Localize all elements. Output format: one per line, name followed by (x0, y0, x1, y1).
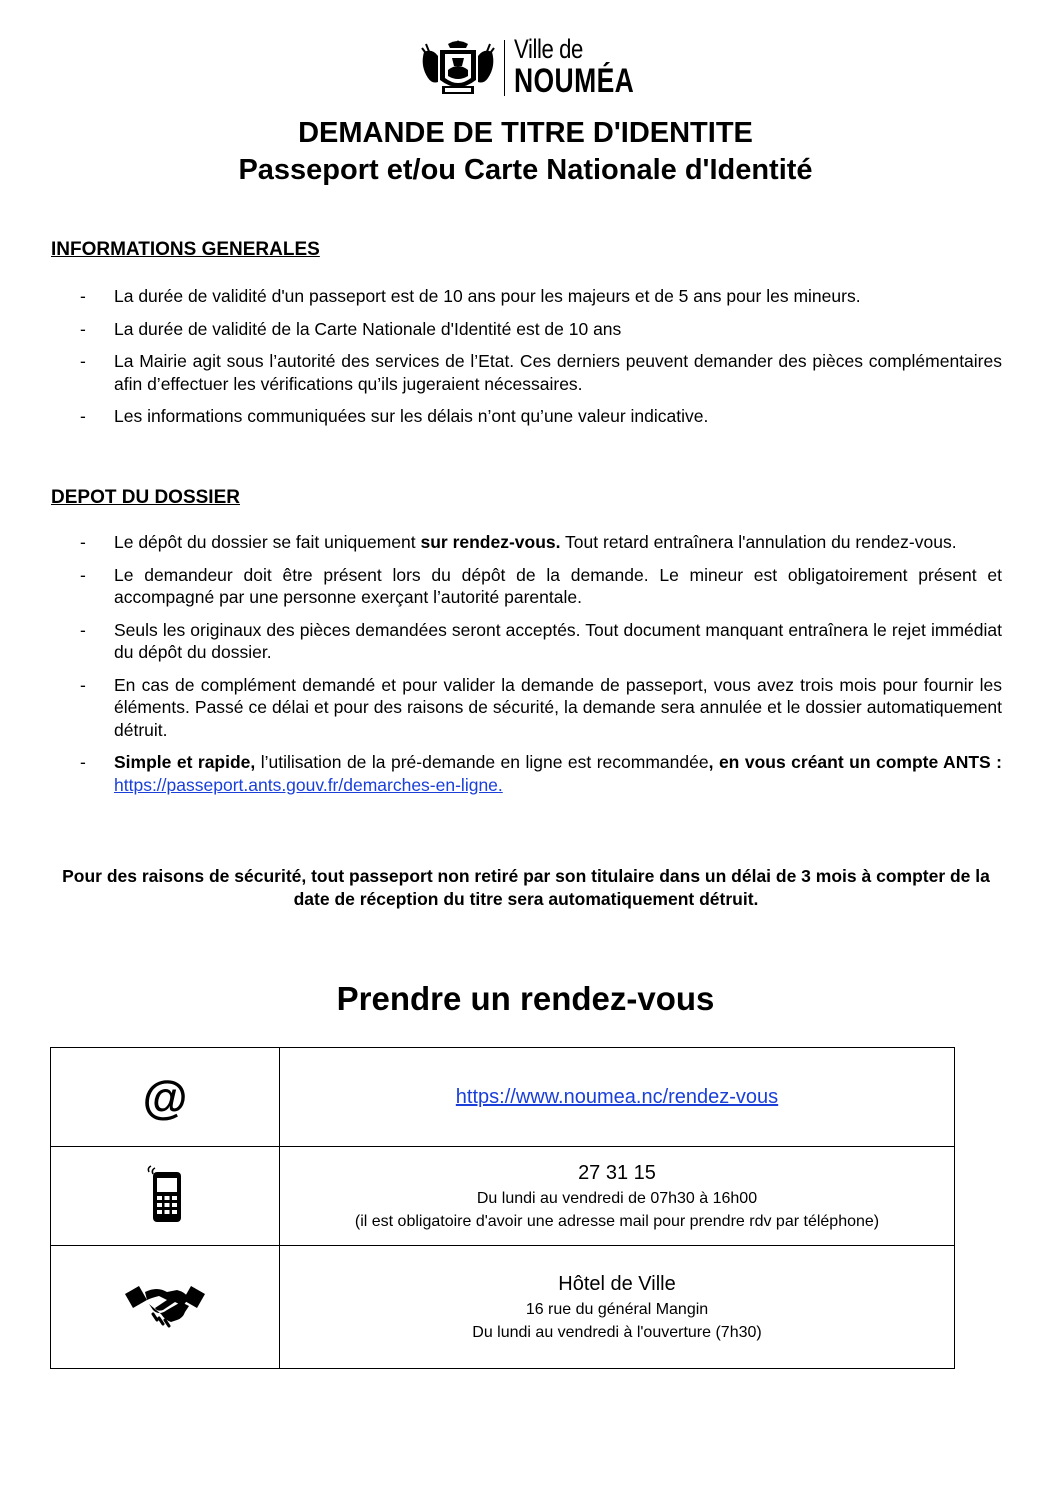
city-logo (418, 34, 638, 100)
info-list (80, 285, 1002, 438)
section-heading-depot: DEPOT DU DOSSIER (51, 487, 240, 508)
at-icon-cell (51, 1048, 280, 1147)
phone-number: 27 31 15 (578, 1162, 656, 1184)
visit-place: Hôtel de Ville (558, 1273, 676, 1295)
list-item: - Seuls les originaux des pièces demandées seront acceptés. Tout document manquant entraînera le rejet immédiat du dépôt du dossier. (80, 619, 1002, 662)
appointment-title: Prendre un rendez-vous (336, 980, 715, 1017)
rendez-vous-link[interactable]: https://www.noumea.nc/rendez-vous (455, 1085, 779, 1108)
depot-list (80, 531, 1002, 806)
at-sign-icon: @ (142, 1071, 188, 1123)
table-row (51, 1147, 955, 1246)
document-title: DEMANDE DE TITRE D'IDENTITE (298, 117, 753, 149)
phone-hours: Du lundi au vendredi de 07h30 à 16h00 (476, 1190, 758, 1207)
web-cell (280, 1048, 955, 1147)
security-notice: Pour des raisons de sécurité, tout passeport non retiré par son titulaire dans un délai de 3 mois à compter de la date de réception du titre sera automatiquement détruit. (62, 866, 990, 909)
list-item: - Simple et rapide, l’utilisation de la pré-demande en ligne est recommandée, en vous créant un compte ANTS : https://passeport.ants.gouv.fr/demarches-en-ligne. (80, 752, 1002, 795)
noumea-crest-icon (418, 36, 498, 98)
list-item: - La Mairie agit sous l’autorité des services de l’Etat. Ces derniers peuvent demander des pièces complémentaires afin d’effectuer les vérifications qu’ils jugeraient nécessaires. (80, 351, 1002, 394)
visit-address: 16 rue du général Mangin (525, 1301, 709, 1318)
list-item: - Le demandeur doit être présent lors du dépôt de la demande. Le mineur est obligatoirement présent et accompagné par une personne exerçant l’autorité parentale. (80, 564, 1002, 607)
list-item: - Les informations communiquées sur les délais n’ont qu’une valeur indicative. (80, 406, 709, 426)
list-item: - La durée de validité d'un passeport est de 10 ans pour les majeurs et de 5 ans pour les mineurs. (80, 286, 861, 306)
logo-separator (504, 40, 505, 96)
list-item: - En cas de complément demandé et pour valider la demande de passeport, vous avez trois mois pour fournir les éléments. Passé ce délai et pour des raisons de sécurité, la demande sera annulée et le dossier automatiquement détruit. (80, 674, 1002, 740)
logo-noumea-text: NOUMÉA (514, 62, 635, 100)
table-row (51, 1246, 955, 1369)
appointment-table (50, 1047, 955, 1369)
list-item: - La durée de validité de la Carte Nationale d'Identité est de 10 ans (80, 318, 622, 339)
document-subtitle: Passeport et/ou Carte Nationale d'Identité (238, 154, 813, 186)
mobile-phone-icon (145, 1164, 185, 1224)
logo-ville-text: Ville de (514, 34, 583, 64)
ants-link[interactable]: https://passeport.ants.gouv.fr/demarches-en-ligne. (114, 774, 503, 795)
visit-cell (280, 1246, 955, 1369)
handshake-icon-cell (51, 1246, 280, 1369)
list-item: - Le dépôt du dossier se fait uniquement sur rendez-vous. Tout retard entraînera l'annulation du rendez-vous. (80, 532, 957, 552)
table-row (51, 1048, 955, 1147)
phone-icon-cell (51, 1147, 280, 1246)
phone-cell (280, 1147, 955, 1246)
section-heading-info: INFORMATIONS GENERALES (51, 239, 320, 260)
visit-hours: Du lundi au vendredi à l'ouverture (7h30) (472, 1324, 762, 1341)
handshake-icon (123, 1280, 207, 1330)
phone-note: (il est obligatoire d'avoir une adresse mail pour prendre rdv par téléphone) (354, 1213, 880, 1230)
